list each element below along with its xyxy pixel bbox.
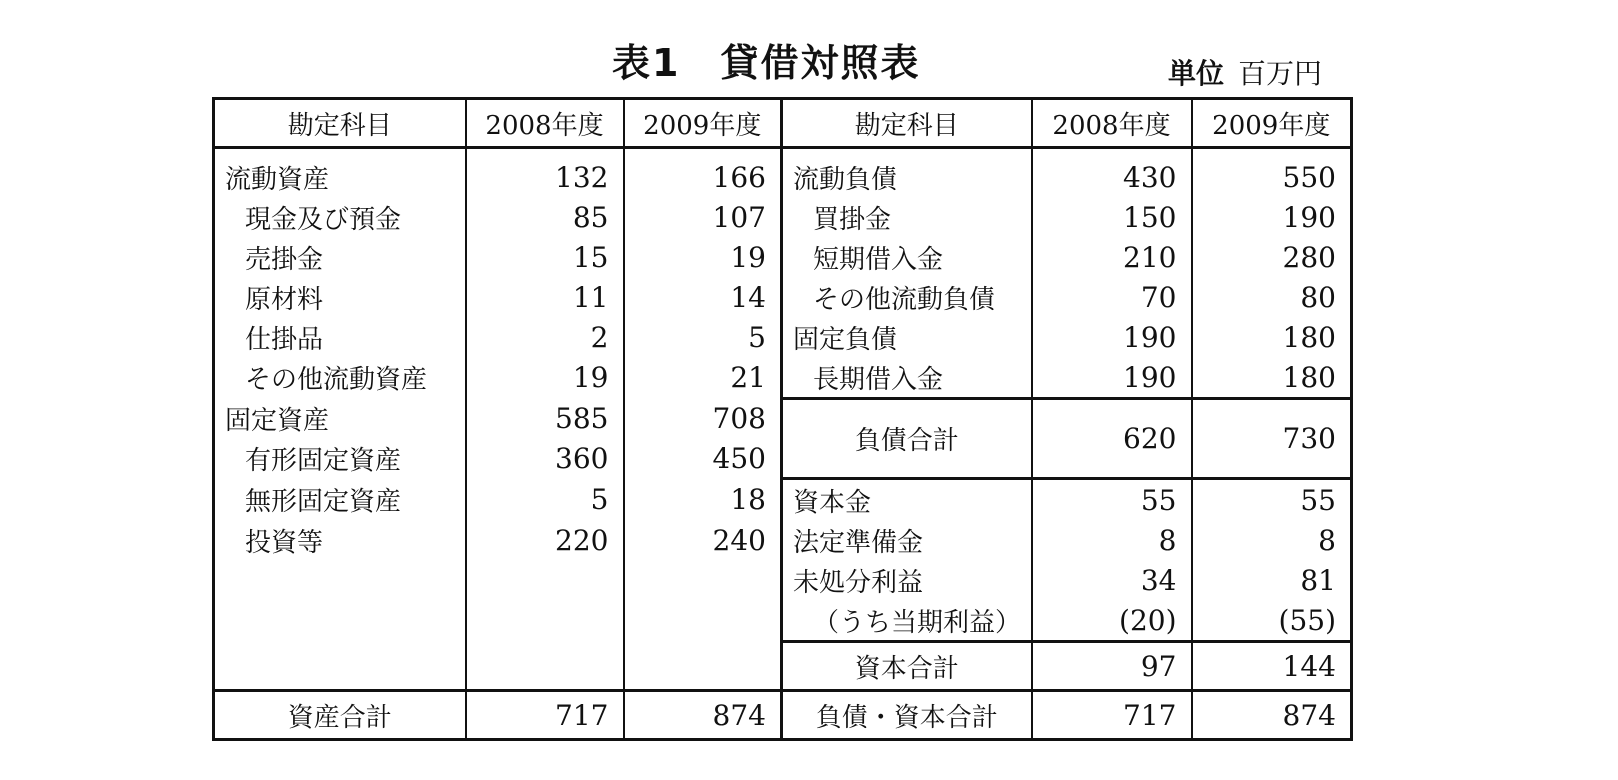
asset-name: 売掛金 — [245, 244, 324, 275]
table-row — [214, 197, 1352, 237]
liability-name: 流動負債 — [782, 148, 1032, 198]
table-row — [214, 317, 1352, 357]
grand-total-row — [214, 691, 1352, 740]
table-row — [214, 560, 1352, 600]
liability-2008: 190 — [1032, 317, 1192, 357]
header-account-left: 勘定科目 — [214, 99, 466, 148]
equity-name: 未処分利益 — [782, 560, 1032, 600]
liability-2008: 150 — [1032, 197, 1192, 237]
liability-name: 買掛金 — [782, 197, 1032, 237]
liab-equity-total-2009: 874 — [1192, 691, 1352, 740]
liability-2009: 80 — [1192, 277, 1352, 317]
asset-2009: 166 — [624, 148, 782, 198]
header-2009-right: 2009年度 — [1192, 99, 1352, 148]
equity-name: 法定準備金 — [782, 520, 1032, 560]
equity-2008: 34 — [1032, 560, 1192, 600]
liability-name: 短期借入金 — [782, 237, 1032, 277]
liability-name: その他流動負債 — [782, 277, 1032, 317]
asset-2008: 85 — [466, 197, 624, 237]
asset-2008: 585 — [466, 399, 624, 439]
asset-name: 固定資産 — [225, 406, 330, 436]
asset-2008: 360 — [466, 439, 624, 479]
equity-2008: 55 — [1032, 479, 1192, 521]
asset-2009: 240 — [624, 520, 782, 560]
unit-label: 単位 — [1168, 57, 1225, 90]
table-row — [214, 357, 1352, 399]
liability-2008: 70 — [1032, 277, 1192, 317]
equity-total-2008: 97 — [1032, 642, 1192, 691]
assets-total-2008: 717 — [466, 691, 624, 740]
table-row — [214, 148, 1352, 198]
equity-2009: (55) — [1192, 600, 1352, 642]
table-row — [214, 642, 1352, 691]
liability-name: 長期借入金 — [782, 357, 1032, 399]
header-2008-left: 2008年度 — [466, 99, 624, 148]
table-row — [214, 277, 1352, 317]
asset-name: 流動資産 — [225, 164, 330, 195]
liabilities-total-2009: 730 — [1192, 399, 1352, 479]
liability-2009: 280 — [1192, 237, 1352, 277]
liability-2009: 180 — [1192, 357, 1352, 399]
asset-name: 仕掛品 — [245, 324, 324, 355]
assets-total-label: 資産合計 — [214, 691, 466, 740]
equity-2009: 55 — [1192, 479, 1352, 521]
asset-2009: 19 — [624, 237, 782, 277]
asset-name: 現金及び預金 — [245, 204, 402, 235]
liability-2009: 190 — [1192, 197, 1352, 237]
balance-sheet-table — [212, 97, 1353, 741]
asset-2009: 107 — [624, 197, 782, 237]
header-2009-left: 2009年度 — [624, 99, 782, 148]
liabilities-total-label: 負債合計 — [782, 399, 1032, 479]
unit-note — [1168, 52, 1322, 92]
asset-2009: 708 — [624, 399, 782, 439]
liability-2008: 190 — [1032, 357, 1192, 399]
asset-name: 原材料 — [245, 284, 324, 315]
asset-2009: 18 — [624, 479, 782, 521]
header-2008-right: 2008年度 — [1032, 99, 1192, 148]
unit-value: 百万円 — [1238, 57, 1323, 90]
equity-2009: 8 — [1192, 520, 1352, 560]
liability-2009: 180 — [1192, 317, 1352, 357]
asset-name: 無形固定資産 — [245, 486, 402, 517]
equity-2008: 8 — [1032, 520, 1192, 560]
asset-2008: 132 — [466, 148, 624, 198]
liability-name: 固定負債 — [782, 317, 1032, 357]
equity-2008: (20) — [1032, 600, 1192, 642]
equity-total-2009: 144 — [1192, 642, 1352, 691]
table-row — [214, 520, 1352, 560]
asset-name: 有形固定資産 — [245, 446, 402, 476]
asset-2009: 5 — [624, 317, 782, 357]
table-row — [214, 600, 1352, 642]
asset-2008: 11 — [466, 277, 624, 317]
table-title: 表1 貸借対照表 — [612, 41, 921, 85]
asset-2008: 19 — [466, 357, 624, 399]
asset-2008: 15 — [466, 237, 624, 277]
liability-2008: 210 — [1032, 237, 1192, 277]
table-row — [214, 479, 1352, 521]
asset-2009: 14 — [624, 277, 782, 317]
header-account-right: 勘定科目 — [782, 99, 1032, 148]
asset-2008: 2 — [466, 317, 624, 357]
liabilities-total-2008: 620 — [1032, 399, 1192, 479]
liability-2008: 430 — [1032, 148, 1192, 198]
asset-name: 投資等 — [245, 527, 324, 558]
liab-equity-total-2008: 717 — [1032, 691, 1192, 740]
liability-2009: 550 — [1192, 148, 1352, 198]
equity-name: （うち当期利益） — [782, 600, 1032, 642]
equity-name: 資本金 — [782, 479, 1032, 521]
asset-2009: 450 — [624, 439, 782, 479]
header-row — [214, 99, 1352, 148]
equity-total-label: 資本合計 — [782, 642, 1032, 691]
assets-total-2009: 874 — [624, 691, 782, 740]
equity-2009: 81 — [1192, 560, 1352, 600]
table-row — [214, 399, 1352, 439]
liab-equity-total-label: 負債・資本合計 — [782, 691, 1032, 740]
asset-name: その他流動資産 — [245, 365, 428, 396]
asset-2008: 5 — [466, 479, 624, 521]
asset-2009: 21 — [624, 357, 782, 399]
table-row — [214, 237, 1352, 277]
asset-2008: 220 — [466, 520, 624, 560]
